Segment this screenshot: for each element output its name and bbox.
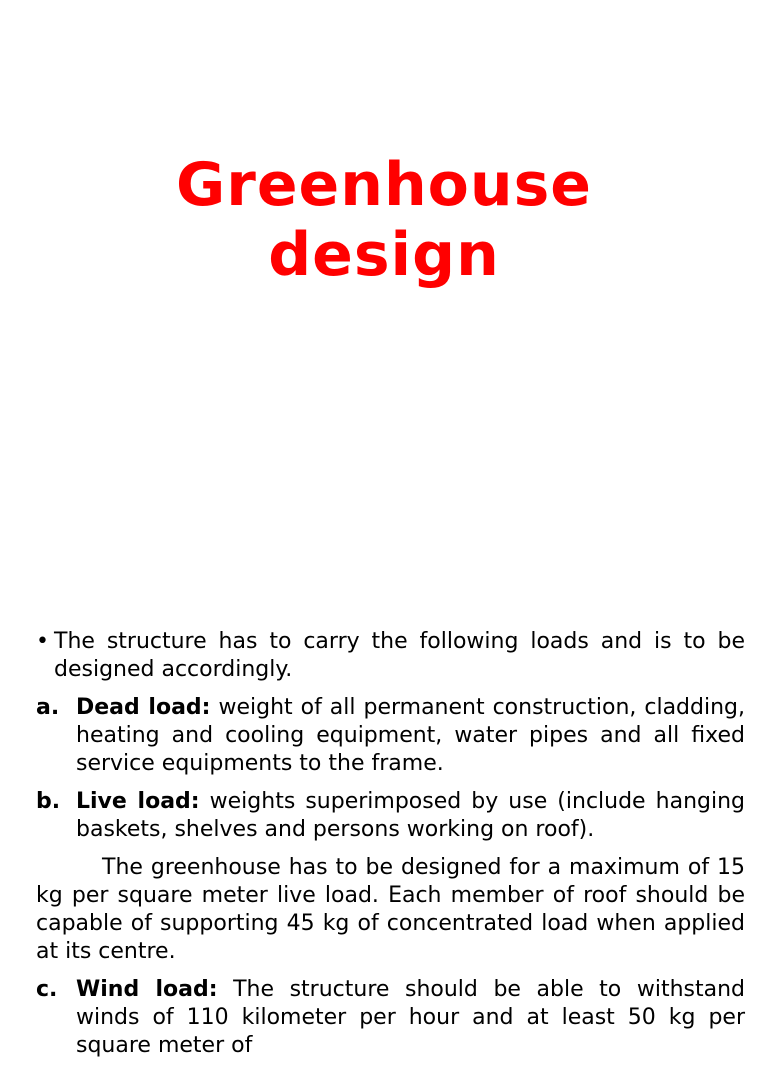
intro-text: The structure has to carry the following loads and is to be designed accordingly. (54, 629, 745, 682)
list-item-description: weights superimposed by use (include hanging baskets, shelves and persons working on roof). (76, 789, 745, 842)
list-item-description: weight of all permanent construction, cladding, heating and cooling equipment, water pipes and all fixed service equipments to the frame. (76, 695, 746, 776)
live-load-paragraph: The greenhouse has to be designed for a maximum of 15 kg per square meter live load. Each member of roof should be capable of supporting 45 kg of concentrated load when applied at its centre. (36, 855, 745, 964)
list-item-term: Live load: (76, 789, 200, 814)
list-item-description: The structure should be able to withstand winds of 110 kilometer per hour and at least 50 kg per square meter of (76, 977, 745, 1058)
title-line-1: Greenhouse (176, 150, 592, 220)
slide-title (0, 150, 768, 290)
list-item-wind-load (36, 976, 745, 1060)
slide-body (36, 628, 745, 1070)
list-item-label: b. (36, 789, 61, 814)
list-item-label: c. (36, 977, 58, 1002)
intro-bullet (36, 628, 745, 684)
bullet-dot-icon: • (36, 629, 49, 654)
list-item-dead-load (36, 694, 745, 778)
list-item-text (76, 694, 745, 778)
title-line-2: design (268, 220, 500, 290)
list-item-text (76, 788, 745, 844)
list-item-text (76, 976, 745, 1060)
list-item-term: Dead load: (76, 695, 211, 720)
list-item-term: Wind load: (76, 977, 218, 1002)
list-item-live-load (36, 788, 745, 844)
list-item-label: a. (36, 695, 60, 720)
